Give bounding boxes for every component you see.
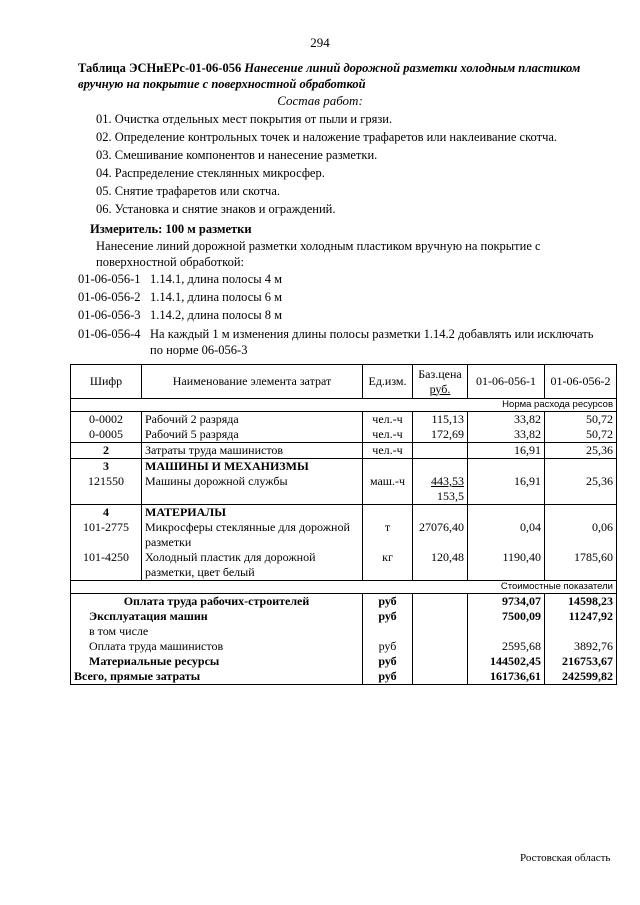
code-item (78, 308, 282, 323)
footer-region: Ростовская область (520, 852, 611, 864)
table-row: 2 Затраты труда машинистов чел.-ч 16,91 25,36 (71, 443, 617, 459)
work-description: Нанесение линий дорожной разметки холодным пластиком вручную на покрытие с поверхностной обработкой: (96, 239, 541, 269)
resource-table (70, 364, 617, 685)
cost-row: Оплата труда машинистов руб 2595,68 3892,76 (71, 639, 617, 654)
operation-item: 03. Смешивание компонентов и нанесение разметки. (96, 148, 378, 162)
code-id: 01-06-056-1 (78, 272, 141, 286)
cost-row: Всего, прямые затраты руб 161736,61 242599,82 (71, 669, 617, 685)
table-title (78, 60, 618, 92)
header-col2: 01-06-056-2 (545, 365, 617, 399)
table-row: 0-0002 Рабочий 2 разряда чел.-ч 115,13 33,82 50,72 (71, 412, 617, 428)
note-line1: На каждый 1 м изменения длины полосы разметки 1.14.2 добавлять или исключать (150, 327, 594, 341)
operation-item: 02. Определение контрольных точек и наложение трафаретов или наклеивание скотча. (96, 130, 558, 144)
table-row: 101-4250 Холодный пластик для дорожной разметки, цвет белый кг 120,48 1190,40 1785,60 (71, 550, 617, 581)
header-name: Наименование элемента затрат (142, 365, 363, 399)
header-price: Баз.цена руб. (413, 365, 468, 399)
code-id: 01-06-056-4 (78, 327, 141, 341)
operation-item: 01. Очистка отдельных мест покрытия от пыли и грязи. (96, 112, 393, 126)
code-note (78, 326, 593, 358)
code-text: 1.14.1, длина полосы 4 м (150, 272, 283, 286)
table-row: 101-2775 Микросферы стеклянные для дорожной разметки т 27076,40 0,04 0,06 (71, 520, 617, 550)
table-section-row: 4 МАТЕРИАЛЫ (71, 505, 617, 521)
header-unit: Ед.изм. (363, 365, 413, 399)
note-line2: по норме 06-056-3 (150, 343, 248, 357)
operation-item: 06. Установка и снятие знаков и ограждений. (96, 202, 336, 216)
table-code: Таблица ЭСНиЕРс-01-06-056 (78, 61, 242, 75)
operation-item: 05. Снятие трафаретов или скотча. (96, 184, 281, 198)
header-shifr: Шифр (71, 365, 142, 399)
code-item (78, 272, 282, 287)
code-text: 1.14.2, длина полосы 8 м (150, 308, 283, 322)
cost-subheader: Стоимостные показатели (71, 581, 617, 594)
cost-row: Материальные ресурсы руб 144502,45 216753,67 (71, 654, 617, 669)
cost-row: в том числе (71, 624, 617, 639)
table-title-text: Нанесение линий дорожной разметки холодным пластиком вручную на покрытие с поверхностной обработкой (78, 61, 581, 91)
work-composition-heading: Состав работ: (277, 93, 363, 108)
code-id: 01-06-056-2 (78, 290, 141, 304)
code-id: 01-06-056-3 (78, 308, 141, 322)
norm-subheader: Норма расхода ресурсов (71, 399, 617, 412)
cost-row: Эксплуатация машин руб 7500,09 11247,92 (71, 609, 617, 624)
code-text: 1.14.1, длина полосы 6 м (150, 290, 283, 304)
header-col1: 01-06-056-1 (468, 365, 545, 399)
cost-row: Оплата труда рабочих-строителей руб 9734,07 14598,23 (71, 594, 617, 610)
measure-unit: Измеритель: 100 м разметки (90, 222, 252, 236)
operation-item: 04. Распределение стеклянных микросфер. (96, 166, 325, 180)
table-section-row: 3 МАШИНЫ И МЕХАНИЗМЫ (71, 459, 617, 475)
table-row: 0-0005 Рабочий 5 разряда чел.-ч 172,69 33,82 50,72 (71, 427, 617, 443)
code-item (78, 290, 282, 305)
table-header-row (71, 365, 617, 399)
table-row: 121550 Машины дорожной службы маш.-ч 443,53 153,5 16,91 25,36 (71, 474, 617, 505)
page-number: 294 (310, 35, 330, 50)
